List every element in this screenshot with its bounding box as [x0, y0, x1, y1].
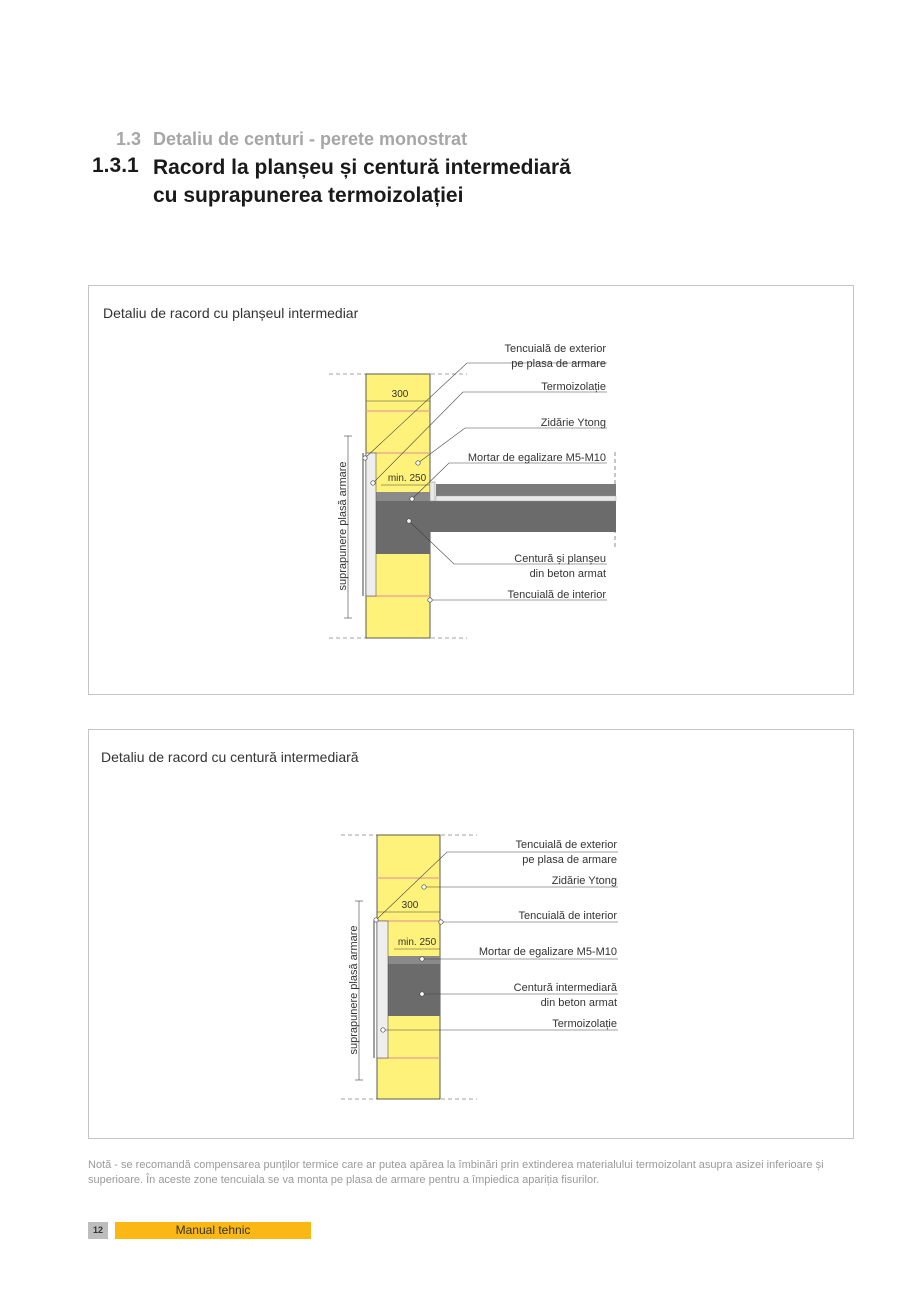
belt-junction-drawing — [89, 730, 855, 1140]
floor-junction-drawing — [89, 286, 855, 696]
label-int-plaster: Tencuială de interior — [507, 589, 606, 601]
panel-caption: Detaliu de racord cu centură intermediară — [101, 749, 359, 765]
dim-width-label: 300 — [401, 900, 419, 911]
floor-screed — [436, 484, 616, 496]
label-masonry: Zidărie Ytong — [551, 875, 617, 887]
label-mortar: Mortar de egalizare M5-M10 — [478, 946, 617, 958]
detail-panel-belt — [88, 729, 854, 1139]
mortar-bed — [388, 956, 440, 964]
subsection-title-line2: cu suprapunerea termoizolației — [153, 184, 464, 207]
insulation-layer — [377, 921, 388, 1058]
concrete-belt — [388, 964, 440, 1016]
insulation-layer — [366, 453, 376, 596]
panel-caption: Detaliu de racord cu planșeul intermediar — [103, 305, 359, 321]
section-title: Detaliu de centuri - perete monostrat — [153, 129, 468, 149]
page-number: 12 — [88, 1222, 108, 1239]
mortar-bed — [376, 492, 430, 501]
label-belt-2: din beton armat — [540, 997, 617, 1009]
label-belt-2: din beton armat — [529, 568, 606, 580]
dim-min-label: min. 250 — [387, 473, 427, 484]
label-int-plaster: Tencuială de interior — [518, 910, 617, 922]
footer-label: Manual tehnic — [115, 1222, 311, 1239]
label-belt-1: Centură intermediară — [513, 982, 617, 994]
label-ext-plaster-1: Tencuială de exterior — [504, 343, 606, 355]
overlap-label: suprapunere plasă armare — [337, 461, 349, 591]
dim-width-label: 300 — [391, 389, 409, 400]
edge-insulation — [430, 482, 435, 501]
section-number: 1.3 — [116, 129, 142, 149]
label-masonry: Zidărie Ytong — [540, 417, 606, 429]
subsection-title-line1: Racord la planșeu și centură intermediară — [153, 156, 571, 179]
label-insulation: Termoizolație — [552, 1018, 617, 1030]
label-belt-1: Centură și planșeu — [514, 553, 606, 565]
label-mortar: Mortar de egalizare M5-M10 — [467, 452, 606, 464]
subsection-title — [153, 154, 571, 210]
label-ext-plaster-1: Tencuială de exterior — [515, 839, 617, 851]
footnote: Notă - se recomandă compensarea punților termice care ar putea apărea la îmbinări prin extinderea materialului termoizolant asupra asizei inferioare și superioare. În aceste zone tencuiala se va monta pe plasa de armare pentru a împiedica apariția fisurilor. — [88, 1159, 824, 1186]
concrete-belt — [376, 501, 430, 554]
label-insulation: Termoizolație — [541, 381, 606, 393]
subsection-number: 1.3.1 — [92, 154, 139, 177]
label-ext-plaster-2: pe plasa de armare — [511, 358, 606, 370]
label-ext-plaster-2: pe plasa de armare — [522, 854, 617, 866]
overlap-label: suprapunere plasă armare — [348, 925, 360, 1055]
detail-panel-floor — [88, 285, 854, 695]
floor-insulation — [436, 496, 616, 501]
dim-min-label: min. 250 — [397, 937, 437, 948]
